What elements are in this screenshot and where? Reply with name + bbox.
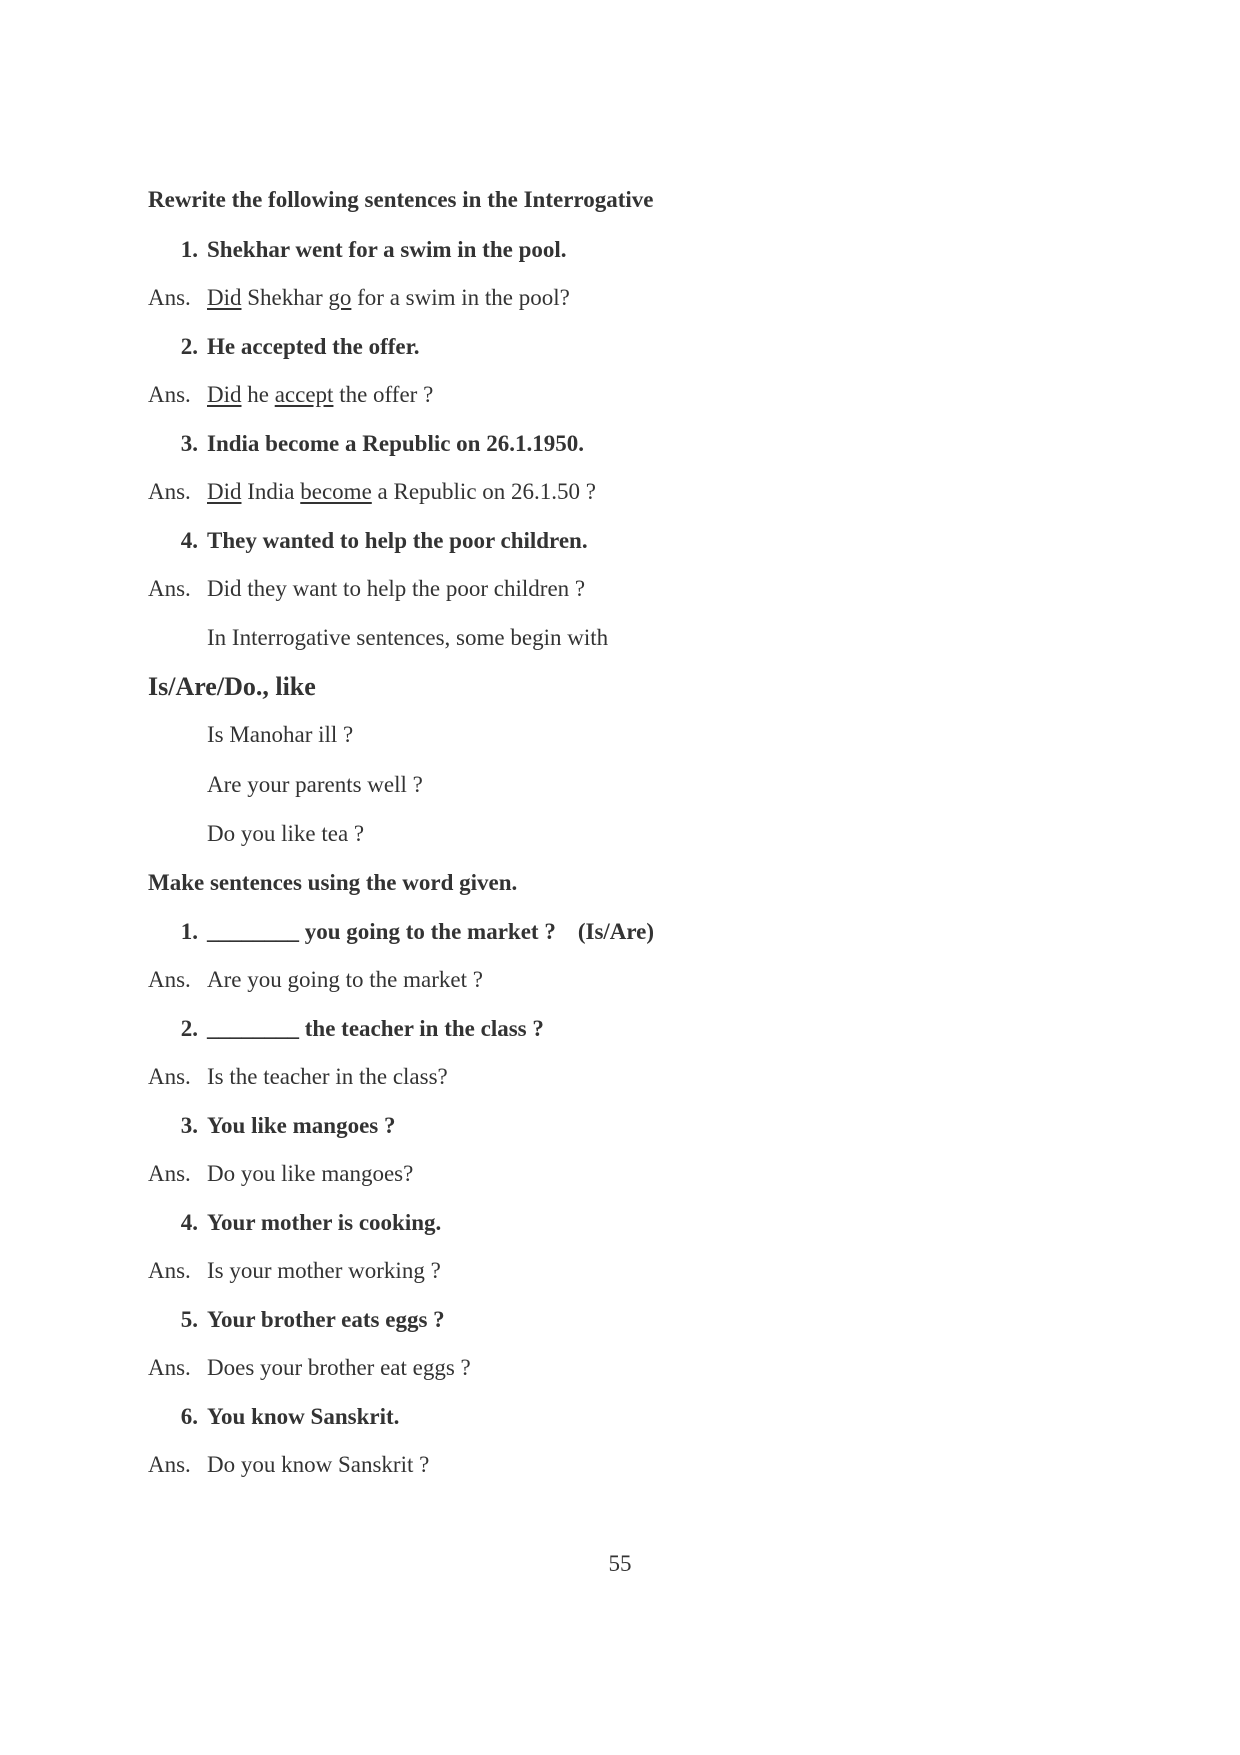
answer-text: [207, 383, 433, 406]
answer-segment: a Republic on 26.1.50 ?: [371, 479, 596, 504]
answer-text: Do you know Sanskrit ?: [207, 1452, 430, 1477]
answer-label: Ans.: [148, 1161, 191, 1186]
example-sentence: Are your parents well ?: [207, 772, 423, 797]
answer-segment: for a swim in the pool?: [351, 285, 570, 310]
question-number: 5.: [180, 1307, 198, 1332]
question-text: [207, 920, 654, 943]
section1-heading: Rewrite the following sentences in the Interrogative: [148, 187, 654, 212]
question-text: He accepted the offer.: [207, 334, 420, 359]
answer-text: Are you going to the market ?: [207, 967, 483, 992]
question-segment: the teacher in the class ?: [304, 1016, 544, 1041]
answer-label: Ans.: [148, 1258, 191, 1283]
hint: (Is/Are): [577, 919, 655, 944]
question-number: 2.: [180, 1016, 198, 1041]
question-text: You like mangoes ?: [207, 1113, 396, 1138]
example-sentence: Is Manohar ill ?: [207, 722, 354, 747]
answer-label: Ans.: [148, 1452, 191, 1477]
question-text: Your mother is cooking.: [207, 1210, 442, 1235]
question-text: Your brother eats eggs ?: [207, 1307, 445, 1332]
answer-text: Did they want to help the poor children ?: [207, 576, 586, 601]
blank: ________: [207, 919, 299, 944]
answer-text: Does your brother eat eggs ?: [207, 1355, 471, 1380]
answer-label: Ans.: [148, 967, 191, 992]
question-number: 2.: [180, 334, 198, 359]
answer-segment: the offer ?: [333, 382, 434, 407]
question-number: 4.: [180, 528, 198, 553]
underlined-word: become: [300, 479, 372, 504]
answer-text: Do you like mangoes?: [207, 1161, 414, 1186]
answer-text: Is your mother working ?: [207, 1258, 441, 1283]
answer-segment: Shekhar: [241, 285, 329, 310]
question-number: 4.: [180, 1210, 198, 1235]
page-number: 55: [608, 1551, 632, 1576]
underlined-word: accept: [274, 382, 334, 407]
underlined-word: Did: [207, 382, 242, 407]
question-number: 3.: [180, 431, 198, 456]
question-number: 3.: [180, 1113, 198, 1138]
answer-label: Ans.: [148, 479, 191, 504]
underlined-word: Did: [207, 285, 242, 310]
answer-label: Ans.: [148, 382, 191, 407]
answer-label: Ans.: [148, 1064, 191, 1089]
section2-heading: Make sentences using the word given.: [148, 870, 518, 895]
blank: ________: [207, 1016, 299, 1041]
underlined-word: Did: [207, 479, 242, 504]
question-text: You know Sanskrit.: [207, 1404, 400, 1429]
answer-segment: India: [241, 479, 301, 504]
underlined-word: go: [328, 285, 352, 310]
question-text: Shekhar went for a swim in the pool.: [207, 237, 567, 262]
answer-label: Ans.: [148, 1355, 191, 1380]
note-heading: Is/Are/Do., like: [148, 672, 316, 701]
question-text: [207, 1017, 544, 1040]
question-text: They wanted to help the poor children.: [207, 528, 588, 553]
question-text: India become a Republic on 26.1.1950.: [207, 431, 584, 456]
example-sentence: Do you like tea ?: [207, 821, 365, 846]
answer-text: [207, 480, 596, 503]
answer-segment: he: [241, 382, 275, 407]
answer-text: Is the teacher in the class?: [207, 1064, 448, 1089]
answer-label: Ans.: [148, 576, 191, 601]
answer-text: [207, 286, 570, 309]
question-number: 1.: [180, 919, 198, 944]
answer-label: Ans.: [148, 285, 191, 310]
question-number: 1.: [180, 237, 198, 262]
note-intro: In Interrogative sentences, some begin with: [207, 625, 609, 650]
question-segment: you going to the market ?: [304, 919, 556, 944]
question-number: 6.: [180, 1404, 198, 1429]
